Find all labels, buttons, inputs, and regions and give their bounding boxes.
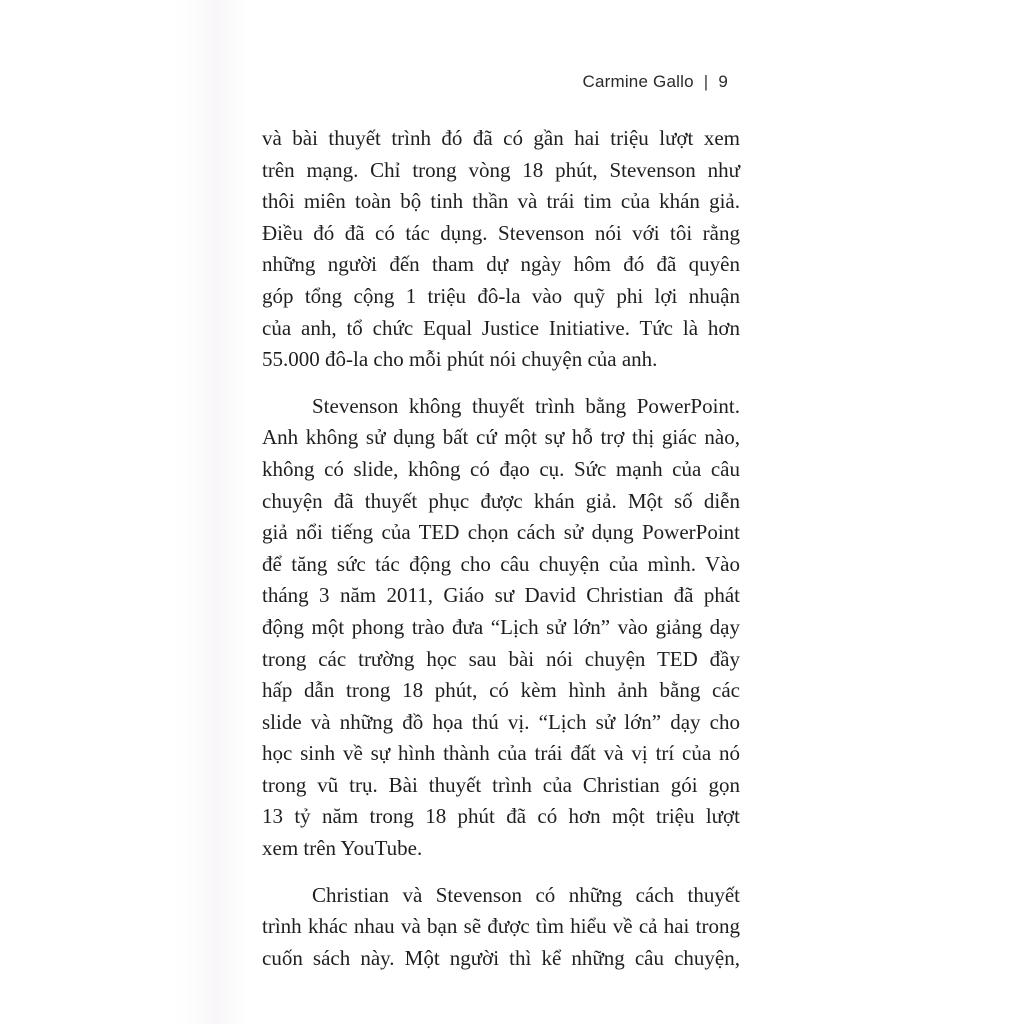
text-line: slide và những đồ họa thú vị. “Lịch sử lớn” dạy cho xyxy=(262,709,740,734)
text-line: xem trên YouTube. xyxy=(262,836,423,861)
text-line: thôi miên toàn bộ tinh thần và trái tim của khán giả. xyxy=(262,189,740,214)
text-line: Stevenson không thuyết trình bằng PowerPoint. xyxy=(312,393,740,418)
text-line: chuyện đã thuyết phục được khán giả. Một số diễn xyxy=(262,488,740,513)
text-line: của anh, tổ chức Equal Justice Initiative. Tức là hơn xyxy=(262,315,740,340)
text-line: học sinh về sự hình thành của trái đất và vị trí của nó xyxy=(262,741,740,766)
text-line: động một phong trào đưa “Lịch sử lớn” vào giảng dạy xyxy=(262,614,740,639)
text-line: giả nổi tiếng của TED chọn cách sử dụng PowerPoint xyxy=(262,520,740,545)
paragraph xyxy=(262,880,740,975)
paragraph xyxy=(262,391,740,865)
text-line: những người đến tham dự ngày hôm đó đã quyên xyxy=(262,252,740,277)
text-line: 55.000 đô-la cho mỗi phút nói chuyện của anh. xyxy=(262,347,658,372)
page-number: 9 xyxy=(718,72,728,91)
text-line: cuốn sách này. Một người thì kể những câu chuyện, xyxy=(262,945,740,970)
text-line: trình khác nhau và bạn sẽ được tìm hiểu về cả hai trong xyxy=(262,914,740,939)
text-line: Christian và Stevenson có những cách thuyết xyxy=(312,882,740,907)
text-line: trên mạng. Chỉ trong vòng 18 phút, Stevenson như xyxy=(262,157,740,182)
body-text xyxy=(262,123,740,989)
text-line: 13 tỷ năm trong 18 phút đã có hơn một triệu lượt xyxy=(262,804,740,829)
header-separator: | xyxy=(703,72,709,91)
text-line: góp tổng cộng 1 triệu đô-la vào quỹ phi lợi nhuận xyxy=(262,283,740,308)
text-line: Anh không sử dụng bất cứ một sự hỗ trợ thị giác nào, xyxy=(262,425,740,450)
running-header xyxy=(582,72,728,92)
text-line: hấp dẫn trong 18 phút, có kèm hình ảnh bằng các xyxy=(262,678,740,703)
text-line: để tăng sức tác động cho câu chuyện của mình. Vào xyxy=(262,551,740,576)
text-line: trong các trường học sau bài nói chuyện TED đầy xyxy=(262,646,740,671)
paragraph xyxy=(262,123,740,376)
text-line: Điều đó đã có tác dụng. Stevenson nói với tôi rằng xyxy=(262,220,740,245)
text-line: trong vũ trụ. Bài thuyết trình của Christian gói gọn xyxy=(262,772,740,797)
text-line: không có slide, không có đạo cụ. Sức mạnh của câu xyxy=(262,456,740,481)
text-line: và bài thuyết trình đó đã có gần hai triệu lượt xem xyxy=(262,126,740,150)
text-line: tháng 3 năm 2011, Giáo sư David Christian đã phát xyxy=(262,583,740,608)
author-name: Carmine Gallo xyxy=(582,72,694,91)
